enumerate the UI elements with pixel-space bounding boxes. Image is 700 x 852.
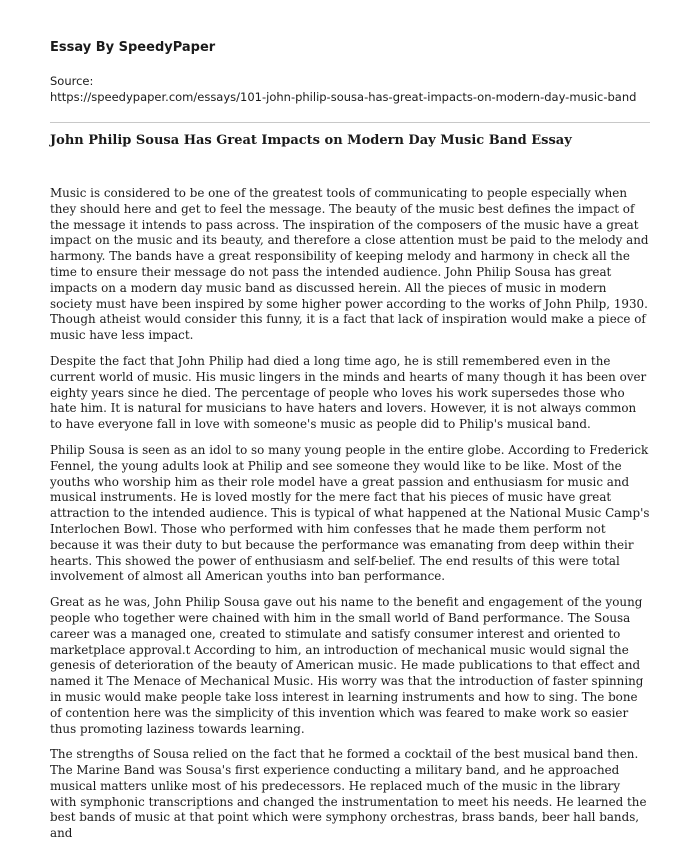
- source-url: https://speedypaper.com/essays/101-john-philip-sousa-has-great-impacts-on-modern-day-music-band: [50, 90, 637, 104]
- paragraph-4: Great as he was, John Philip Sousa gave out his name to the benefit and engagement of the young people who together were chained with him in the small world of Band performance. The Sousa career was a managed one, created to stimulate and satisfy consumer interest and oriented to marketplace approval.t According to him, an introduction of mechanical music would signal the genesis of deterioration of the beauty of American music. He made publications to that effect and named it The Menace of Mechanical Music. His worry was that the introduction of faster spinning in music would make people take loss interest in learning instruments and how to sing. The bone of contention here was the simplicity of this invention which was feared to make work so easier thus promoting laziness towards learning.: [50, 595, 644, 736]
- divider: [50, 122, 650, 123]
- essay-body: [50, 186, 650, 842]
- document-page: [50, 40, 650, 852]
- paragraph-3: Philip Sousa is seen as an idol to so many young people in the entire globe. According to Frederick Fennel, the young adults look at Philip and see someone they would like to be like. Most of the youths who worship him as their role model have a great passion and enthusiasm for music and musical instruments. He is loved mostly for the mere fact that his pieces of music have great attraction to the intended audience. This is typical of what happened at the National Music Camp's Interlochen Bowl. Those who performed with him confesses that he made them perform not because it was their duty to but because the performance was emanating from deep within their hearts. This showed the power of enthusiasm and self-belief. The end results of this were total involvement of almost all American youths into ban performance.: [50, 442, 650, 584]
- paragraph-2: Despite the fact that John Philip had died a long time ago, he is still remembered even in the current world of music. His music lingers in the minds and hearts of many though it has been over eighty years since he died. The percentage of people who loves his work supersedes those who hate him. It is natural for musicians to have haters and lovers. However, it is not always common to have everyone fall in love with someone's music as people did to Philip's musical band.: [50, 353, 647, 432]
- paragraph-5: The strengths of Sousa relied on the fact that he formed a cocktail of the best musical band then. The Marine Band was Sousa's first experience conducting a military band, and he approached musical matters unlike most of his predecessors. He replaced much of the music in the library with symphonic transcriptions and changed the instrumentation to meet his needs. He learned the best bands of music at that point which were symphony orchestras, brass bands, beer hall bands, and: [50, 747, 647, 841]
- paragraph-1: Music is considered to be one of the greatest tools of communicating to people especially when they should here and get to feel the message. The beauty of the music best defines the impact of the message it intends to pass across. The inspiration of the composers of the music have a great impact on the music and its beauty, and therefore a close attention must be paid to the melody and harmony. The bands have a great responsibility of keeping melody and harmony in check all the time to ensure their message do not pass the intended audience. John Philip Sousa has great impacts on a modern day music band as discussed herein. All the pieces of music in modern society must have been inspired by some higher power according to the works of John Philp, 1930. Though atheist would consider this funny, it is a fact that lack of inspiration would make a piece of music have less impact.: [50, 186, 649, 343]
- essay-title: John Philip Sousa Has Great Impacts on Modern Day Music Band Essay: [50, 133, 572, 148]
- source-label: Source:: [50, 74, 94, 88]
- brand-heading: Essay By SpeedyPaper: [50, 40, 216, 55]
